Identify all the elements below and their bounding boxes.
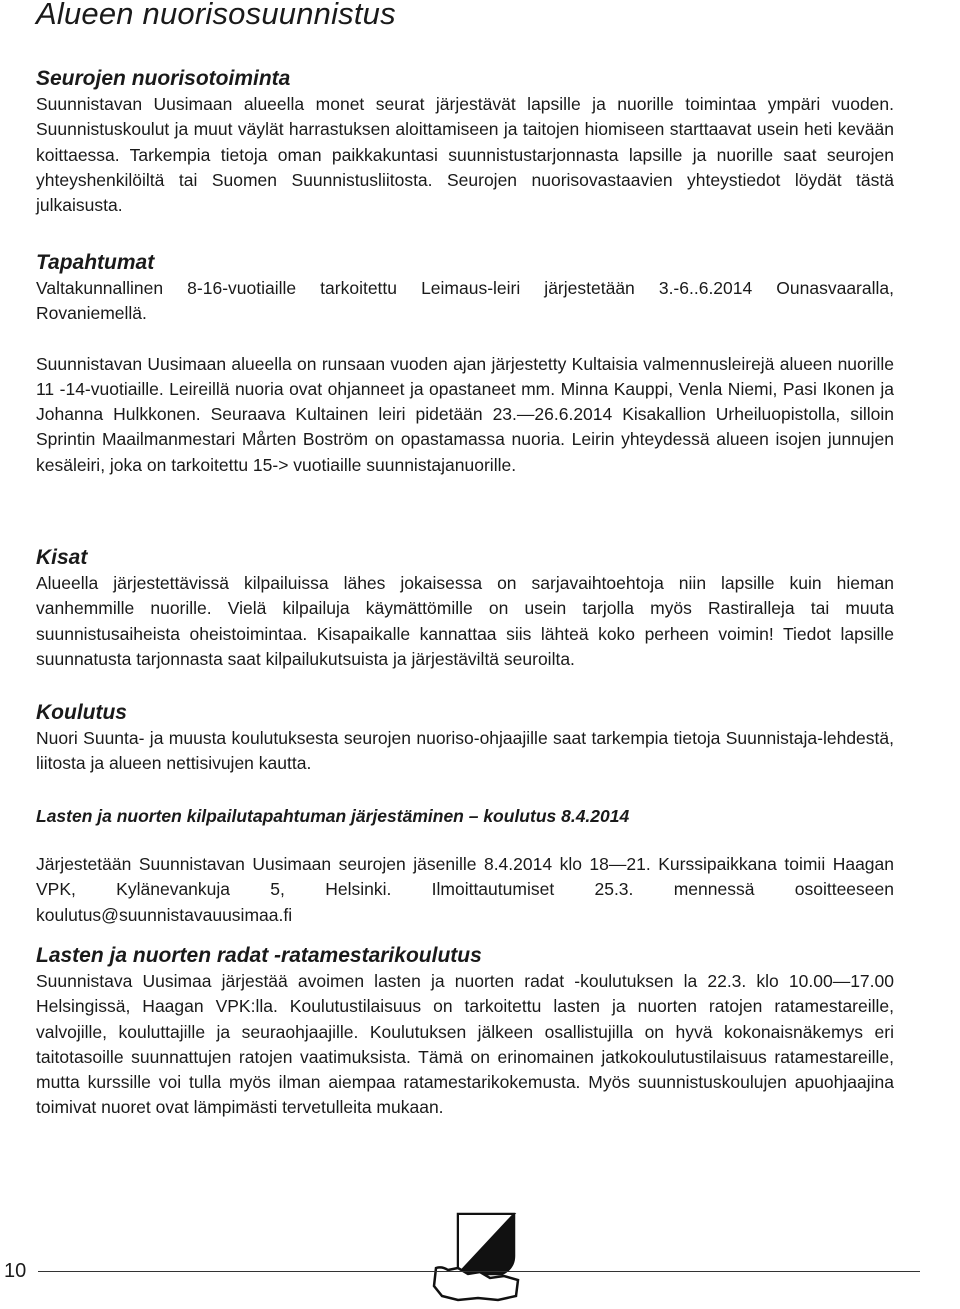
page-title: Alueen nuorisosuunnistus (36, 0, 396, 31)
section-seurojen-nuorisotoiminta (36, 66, 894, 218)
section-paragraph: Suunnistavan Uusimaan alueella on runsaan vuoden ajan järjestetty Kultaisia valmennusleirejä alueen nuorille 11 -14-vuotiaille. Leireillä nuoria ovat ohjanneet ja opastaneet mm. Minna Kauppi, Venla Niemi, Pasi Ikonen ja Johanna Hulkkonen. Seuraava Kultainen leiri pidetään 23.—26.6.2014 Kisakallion Urheiluopistolla, silloin Sprintin Maailmanmestari Mårten Boström on opastamassa nuoria. Leirin yhteydessä alueen isojen junnujen kesäleiri, joka on tarkoitettu 15-> vuotiaille suunnistajanuorille. (36, 353, 894, 475)
orienteering-logo-svg (428, 1208, 524, 1304)
section-heading: Koulutus (36, 701, 127, 724)
section-paragraph: Suunnistava Uusimaa järjestää avoimen lasten ja nuorten radat -koulutuksen la 22.3. klo 10.00—17.00 Helsingissä, Haagan VPK:lla. Koulutustilaisuus on tarkoitettu lasten ja nuorten ratojen ratamestareille, valvojille, kouluttajille ja seuraohjaajille. Koulutuksen jälkeen osallistujilla on hyvä kokonaisnäkemys eri taitotasoille suunnattujen ratojen vaatimuksista. Tämä on erinomainen jatkokoulutustilaisuus ratamestareille, mutta kurssille voi tulla myös ilman aiempaa ratamestarikokemusta. Myös suunnistuskoulujen apuohjaajina toimivat nuoret ovat lämpimästi tervetulleita mukaan. (36, 971, 894, 1118)
section-tapahtumat (36, 250, 894, 478)
section-koulutus (36, 700, 894, 777)
section-paragraph: Alueella järjestettävissä kilpailuissa lähes jokaisessa on sarjavaihtoehtoja niin lapsille kuin hieman vanhemmille nuorille. Vielä kilpailuja käymättömille on usein tarjolla myös Rastiralleja tai muuta suunnistusaiheista oheistoimintaa. Kisapaikalle kannattaa siis lähteä koko perheen voimin! Tiedot lapsille suunnatusta tarjonnasta saat kilpailukutsuista ja järjestäviltä seuroilta. (36, 573, 894, 669)
section-paragraph: Valtakunnallinen 8-16-vuotiaille tarkoitettu Leimaus-leiri järjestetään 3.-6..6.2014 Ounasvaaralla, Rovaniemellä. (36, 278, 894, 324)
footer-rule (38, 1271, 920, 1272)
section-paragraph: Nuori Suunta- ja muusta koulutuksesta seurojen nuoriso-ohjaajille saat tarkempia tietoja Suunnistaja-lehdestä, liitosta ja alueen nettisivujen kautta. (36, 728, 894, 774)
section-radat (36, 943, 894, 1121)
section-kilpailutapahtuma-heading (36, 804, 894, 828)
section-heading: Tapahtumat (36, 251, 155, 274)
page-number: 10 (4, 1260, 27, 1282)
section-kilpailutapahtuma (36, 852, 894, 928)
section-paragraph: Suunnistavan Uusimaan alueella monet seurat järjestävät lapsille ja nuorille toimintaa ympäri vuoden. Suunnistuskoulut ja muut väylät harrastuksen aloittamiseen ja taitojen hiomiseen starttaavat usein heti kevään koittaessa. Tarkempia tietoja oman paikkakuntasi suunnistustarjonnasta lapsille ja nuorille saat seurojen yhteyshenkilöiltä tai Suomen Suunnistusliitosta. Seurojen nuorisovastaavien yhteystiedot löydät tästä julkaisusta. (36, 94, 894, 216)
section-heading: Lasten ja nuorten radat -ratamestarikoulutus (36, 944, 482, 967)
orienteering-logo-icon (428, 1208, 524, 1304)
section-paragraph: Järjestetään Suunnistavan Uusimaan seurojen jäsenille 8.4.2014 klo 18—21. Kurssipaikkana toimii Haagan VPK, Kylänevankuja 5, Helsinki. Ilmoittautumiset 25.3. mennessä osoitteeseen koulutus@suunnistavauusimaa.fi (36, 854, 894, 925)
section-subheading: Lasten ja nuorten kilpailutapahtuman järjestäminen – koulutus 8.4.2014 (36, 806, 630, 826)
section-kisat (36, 545, 894, 672)
section-heading: Kisat (36, 546, 88, 569)
section-heading: Seurojen nuorisotoiminta (36, 67, 291, 90)
